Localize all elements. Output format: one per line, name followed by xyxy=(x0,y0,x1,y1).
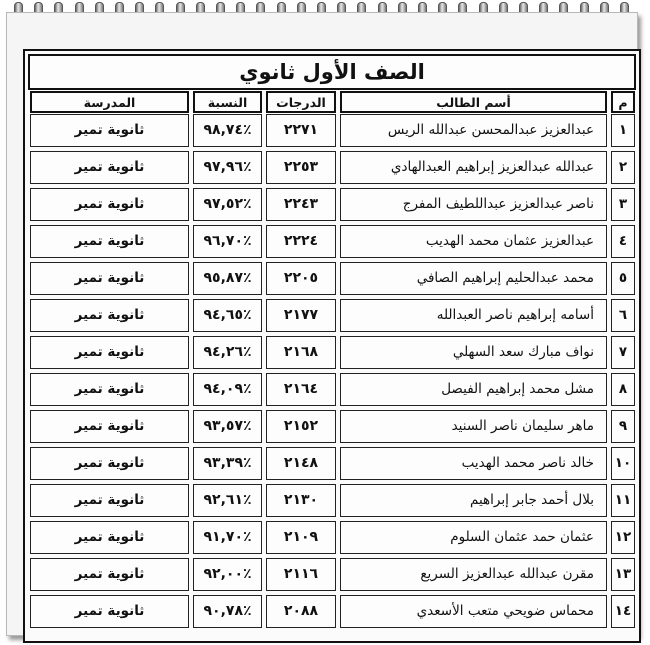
student-percentage: ٪٩٢,٦١ xyxy=(193,484,262,517)
student-name: محماس ضويحي متعب الأسعدي xyxy=(340,595,607,628)
paper-card xyxy=(6,12,638,636)
table-row xyxy=(28,113,637,150)
student-percentage: ٪٩٧,٩٦ xyxy=(193,151,262,184)
student-percentage: ٪٩٤,٢٦ xyxy=(193,336,262,369)
header-school: المدرسة xyxy=(30,91,189,113)
student-school: ثانوية تمير xyxy=(30,521,189,554)
row-number: ٦ xyxy=(611,299,635,332)
student-grade: ٢١٤٨ xyxy=(266,447,336,480)
row-number: ١٢ xyxy=(611,521,635,554)
student-school: ثانوية تمير xyxy=(30,595,189,628)
row-number: ٩ xyxy=(611,410,635,443)
table-row xyxy=(28,187,637,224)
student-grade: ٢١٧٧ xyxy=(266,299,336,332)
table-body xyxy=(28,113,637,631)
student-school: ثانوية تمير xyxy=(30,299,189,332)
student-school: ثانوية تمير xyxy=(30,188,189,221)
student-name: عبدالله عبدالعزيز إبراهيم العبدالهادي xyxy=(340,151,607,184)
student-name: ناصر عبدالعزيز عبداللطيف المفرج xyxy=(340,188,607,221)
student-grade: ٢٢٧١ xyxy=(266,114,336,147)
student-name: مشل محمد إبراهيم الفيصل xyxy=(340,373,607,406)
table-row xyxy=(28,446,637,483)
student-name: نواف مبارك سعد السهلي xyxy=(340,336,607,369)
student-school: ثانوية تمير xyxy=(30,114,189,147)
row-number: ٣ xyxy=(611,188,635,221)
student-grade: ٢١٣٠ xyxy=(266,484,336,517)
row-number: ١٠ xyxy=(611,447,635,480)
student-name: أسامه إبراهيم ناصر العبدالله xyxy=(340,299,607,332)
row-number: ١١ xyxy=(611,484,635,517)
student-name: عبدالعزيز عبدالمحسن عبدالله الريس xyxy=(340,114,607,147)
results-table xyxy=(28,91,637,631)
student-grade: ٢٠٨٨ xyxy=(266,595,336,628)
student-percentage: ٪٩٥,٨٧ xyxy=(193,262,262,295)
student-school: ثانوية تمير xyxy=(30,225,189,258)
student-percentage: ٪٩٦,٧٠ xyxy=(193,225,262,258)
student-grade: ٢٢٢٤ xyxy=(266,225,336,258)
student-percentage: ٪٩٧,٥٢ xyxy=(193,188,262,221)
table-row xyxy=(28,520,637,557)
student-school: ثانوية تمير xyxy=(30,558,189,591)
student-grade: ٢١١٦ xyxy=(266,558,336,591)
student-percentage: ٪٩١,٧٠ xyxy=(193,521,262,554)
header-student-name: أسم الطالب xyxy=(340,91,607,113)
table-row xyxy=(28,335,637,372)
table-row xyxy=(28,372,637,409)
student-grade: ٢١٦٨ xyxy=(266,336,336,369)
row-number: ١٤ xyxy=(611,595,635,628)
student-name: عثمان حمد عثمان السلوم xyxy=(340,521,607,554)
row-number: ٧ xyxy=(611,336,635,369)
student-grade: ٢٢٥٣ xyxy=(266,151,336,184)
student-percentage: ٪٩٤,٦٥ xyxy=(193,299,262,332)
table-row xyxy=(28,483,637,520)
student-name: بلال أحمد جابر إبراهيم xyxy=(340,484,607,517)
student-grade: ٢١٠٩ xyxy=(266,521,336,554)
table-row xyxy=(28,594,637,631)
row-number: ٤ xyxy=(611,225,635,258)
student-name: عبدالعزيز عثمان محمد الهديب xyxy=(340,225,607,258)
table-row xyxy=(28,557,637,594)
row-number: ٢ xyxy=(611,151,635,184)
header-percentage: النسبة xyxy=(193,91,262,113)
page-title: الصف الأول ثانوي xyxy=(28,54,636,90)
student-grade: ٢٢٠٥ xyxy=(266,262,336,295)
student-school: ثانوية تمير xyxy=(30,336,189,369)
table-row xyxy=(28,261,637,298)
student-percentage: ٪٩٢,٠٠ xyxy=(193,558,262,591)
header-grades: الدرجات xyxy=(266,91,336,113)
student-school: ثانوية تمير xyxy=(30,410,189,443)
student-percentage: ٪٩٣,٣٩ xyxy=(193,447,262,480)
table-row xyxy=(28,298,637,335)
table-row xyxy=(28,224,637,261)
student-school: ثانوية تمير xyxy=(30,262,189,295)
student-grade: ٢١٦٤ xyxy=(266,373,336,406)
student-name: ماهر سليمان ناصر السنيد xyxy=(340,410,607,443)
student-school: ثانوية تمير xyxy=(30,373,189,406)
student-name: محمد عبدالحليم إبراهيم الصافي xyxy=(340,262,607,295)
student-school: ثانوية تمير xyxy=(30,151,189,184)
row-number: ٥ xyxy=(611,262,635,295)
table-row xyxy=(28,150,637,187)
student-percentage: ٪٩٨,٧٤ xyxy=(193,114,262,147)
results-sheet xyxy=(23,49,641,643)
student-grade: ٢١٥٢ xyxy=(266,410,336,443)
student-school: ثانوية تمير xyxy=(30,447,189,480)
student-school: ثانوية تمير xyxy=(30,484,189,517)
row-number: ٨ xyxy=(611,373,635,406)
row-number: ١ xyxy=(611,114,635,147)
row-number: ١٣ xyxy=(611,558,635,591)
student-percentage: ٪٩٣,٥٧ xyxy=(193,410,262,443)
header-num: م xyxy=(611,91,635,113)
student-percentage: ٪٩٤,٠٩ xyxy=(193,373,262,406)
student-name: مقرن عبدالله عبدالعزيز السريع xyxy=(340,558,607,591)
student-percentage: ٪٩٠,٧٨ xyxy=(193,595,262,628)
table-header-row xyxy=(28,91,637,113)
table-row xyxy=(28,409,637,446)
student-grade: ٢٢٤٣ xyxy=(266,188,336,221)
student-name: خالد ناصر محمد الهديب xyxy=(340,447,607,480)
